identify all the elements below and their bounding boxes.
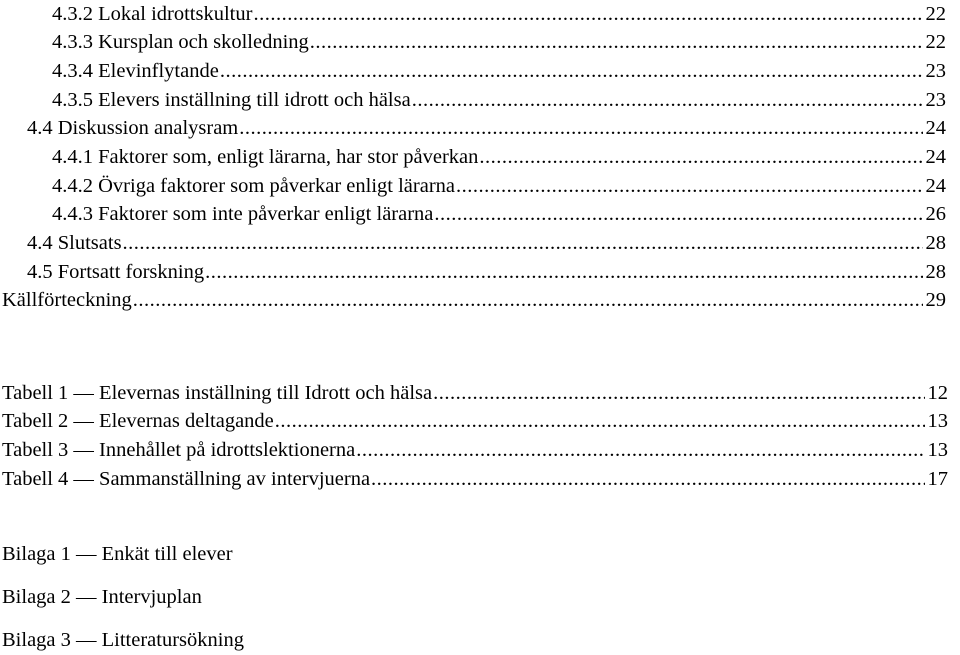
toc-entry	[52, 86, 946, 114]
table-list-page: 17	[927, 468, 948, 490]
dot-leader	[253, 0, 922, 28]
toc-entry	[27, 229, 946, 257]
toc-entry-label: Källförteckning	[2, 289, 132, 311]
toc-entry	[52, 28, 946, 56]
dot-leader	[275, 407, 925, 435]
toc-entry-label: 4.4 Slutsats	[27, 232, 122, 254]
toc-entry-page: 28	[925, 261, 946, 283]
table-list-entry	[2, 379, 948, 407]
toc-entry-page: 24	[925, 175, 946, 197]
toc-entry-label: 4.4.3 Faktorer som inte påverkar enligt lärarna	[52, 203, 434, 225]
table-list-label: Tabell 3 — Innehållet på idrottslektionerna	[2, 439, 356, 461]
dot-leader	[133, 286, 923, 314]
appendix-entry: Bilaga 2 — Intervjuplan	[2, 586, 202, 608]
dot-leader	[433, 379, 924, 407]
toc-entry	[27, 258, 946, 286]
toc-entry	[52, 172, 946, 200]
toc-entry-page: 22	[925, 3, 946, 25]
toc-entry-label: 4.5 Fortsatt forskning	[27, 261, 205, 283]
toc-entry-page: 29	[925, 289, 946, 311]
toc-entry-label: 4.3.5 Elevers inställning till idrott och hälsa	[52, 89, 411, 111]
toc-entry	[52, 0, 946, 28]
toc-entry-label: 4.4 Diskussion analysram	[27, 117, 239, 139]
toc-entry-page: 23	[925, 60, 946, 82]
dot-leader	[356, 436, 924, 464]
toc-entry-label: 4.4.2 Övriga faktorer som påverkar enligt lärarna	[52, 175, 456, 197]
table-list-entry	[2, 436, 948, 464]
toc-entry-label: 4.3.4 Elevinflytande	[52, 60, 219, 82]
dot-leader	[310, 28, 923, 56]
dot-leader	[239, 114, 922, 142]
toc-entry-page: 24	[925, 117, 946, 139]
dot-leader	[205, 258, 922, 286]
table-list-label: Tabell 1 — Elevernas inställning till Idrott och hälsa	[2, 382, 433, 404]
table-list-page: 12	[927, 382, 948, 404]
toc-entry-page: 28	[925, 232, 946, 254]
dot-leader	[456, 172, 922, 200]
toc-entry-label: 4.4.1 Faktorer som, enligt lärarna, har stor påverkan	[52, 146, 479, 168]
table-list-entry	[2, 465, 948, 493]
toc-entry	[2, 286, 946, 314]
toc-entry-page: 26	[925, 203, 946, 225]
table-list-label: Tabell 2 — Elevernas deltagande	[2, 410, 274, 432]
toc-entry-page: 22	[925, 31, 946, 53]
dot-leader	[220, 57, 923, 85]
dot-leader	[479, 143, 922, 171]
table-list-page: 13	[927, 410, 948, 432]
toc-entry-label: 4.3.2 Lokal idrottskultur	[52, 3, 253, 25]
dot-leader	[412, 86, 923, 114]
toc-entry	[52, 143, 946, 171]
toc-entry	[52, 200, 946, 228]
table-list-page: 13	[927, 439, 948, 461]
toc-entry	[52, 57, 946, 85]
dot-leader	[123, 229, 923, 257]
table-list-label: Tabell 4 — Sammanställning av intervjuerna	[2, 468, 371, 490]
dot-leader	[434, 200, 922, 228]
toc-entry	[27, 114, 946, 142]
toc-entry-label: 4.3.3 Kursplan och skolledning	[52, 31, 309, 53]
table-list-entry	[2, 407, 948, 435]
appendix-entry: Bilaga 3 — Litteratursökning	[2, 629, 244, 651]
toc-entry-page: 24	[925, 146, 946, 168]
toc-entry-page: 23	[925, 89, 946, 111]
appendix-entry: Bilaga 1 — Enkät till elever	[2, 543, 233, 565]
dot-leader	[371, 465, 924, 493]
